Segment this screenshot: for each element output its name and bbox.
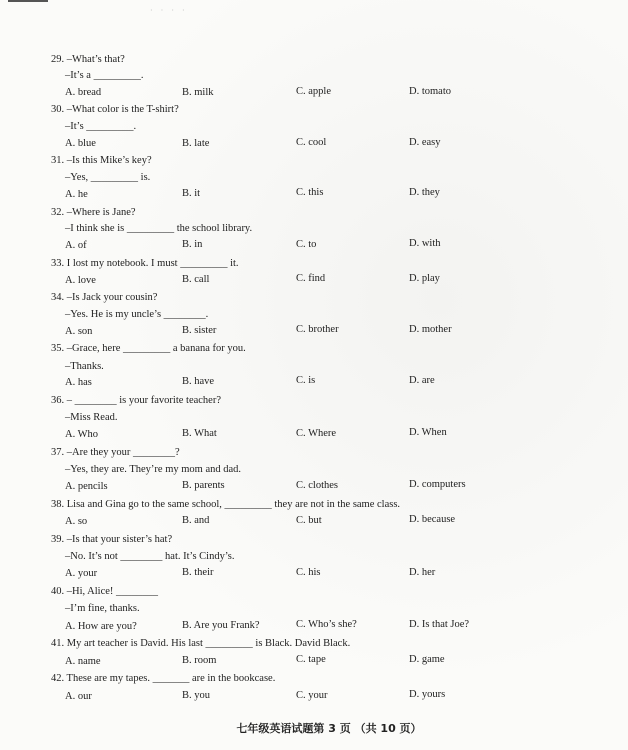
option-c: C. but: [296, 515, 322, 526]
option-b: B. in: [182, 239, 203, 250]
option-d: D. they: [409, 187, 440, 198]
option-c: C. his: [296, 567, 321, 578]
question-reply: –It’s _________.: [65, 121, 137, 132]
question-reply: –I’m fine, thanks.: [65, 603, 140, 614]
option-b: B. and: [182, 515, 210, 526]
option-a: A. he: [65, 189, 88, 200]
option-a: A. your: [65, 568, 98, 579]
option-d: D. computers: [409, 479, 466, 490]
option-a: A. How are you?: [65, 621, 137, 632]
option-c: C. apple: [296, 86, 331, 97]
option-b: B. milk: [182, 87, 214, 98]
option-b: B. sister: [182, 325, 217, 336]
question-text: 30. –What color is the T-shirt?: [51, 104, 179, 115]
option-d: D. because: [409, 514, 456, 525]
question-reply: –It’s a _________.: [65, 70, 144, 81]
option-b: B. What: [182, 428, 217, 439]
option-b: B. parents: [182, 480, 225, 491]
option-c: C. your: [296, 690, 328, 701]
question-text: 32. –Where is Jane?: [51, 207, 136, 218]
option-d: D. When: [409, 427, 447, 438]
option-a: A. bread: [65, 87, 102, 98]
question-reply: –Yes, _________ is.: [65, 172, 151, 183]
question-text: 37. –Are they your ________?: [51, 447, 180, 458]
option-a: A. of: [65, 240, 87, 251]
option-a: A. pencils: [65, 481, 108, 492]
page-footer: 七年级英语试题第 3 页 （共 10 页）: [236, 722, 422, 735]
option-a: A. blue: [65, 138, 96, 149]
option-a: A. name: [65, 656, 101, 667]
question-text: 39. –Is that your sister’s hat?: [51, 534, 173, 545]
option-c: C. clothes: [296, 480, 338, 491]
option-a: A. love: [65, 275, 96, 286]
question-reply: –Thanks.: [65, 361, 104, 372]
option-a: A. son: [65, 326, 93, 337]
question-reply: –No. It’s not ________ hat. It’s Cindy’s.: [65, 551, 235, 562]
option-a: A. has: [65, 377, 92, 388]
top-rule: [8, 0, 48, 2]
option-b: B. their: [182, 567, 214, 578]
option-d: D. yours: [409, 689, 446, 700]
option-d: D. her: [409, 567, 436, 578]
option-d: D. with: [409, 238, 441, 249]
option-b: B. you: [182, 690, 211, 701]
question-reply: –I think she is _________ the school library.: [65, 223, 253, 234]
question-text: 38. Lisa and Gina go to the same school, _________ they are not in the same class.: [51, 499, 401, 510]
option-d: D. play: [409, 273, 440, 284]
option-b: B. Are you Frank?: [182, 620, 260, 631]
question-text: 29. –What’s that?: [51, 54, 125, 65]
question-text: 36. – ________ is your favorite teacher?: [51, 395, 221, 406]
question-text: 35. –Grace, here _________ a banana for you.: [51, 343, 246, 354]
question-text: 34. –Is Jack your cousin?: [51, 292, 158, 303]
option-c: C. find: [296, 273, 326, 284]
question-reply: –Yes. He is my uncle’s ________.: [65, 309, 209, 320]
question-reply: –Miss Read.: [65, 412, 118, 423]
question-text: 41. My art teacher is David. His last _________ is Black. David Black.: [51, 638, 351, 649]
option-b: B. room: [182, 655, 217, 666]
question-text: 42. These are my tapes. _______ are in the bookcase.: [51, 673, 276, 684]
option-d: D. mother: [409, 324, 452, 335]
faint-header-mark: · · · ·: [150, 6, 188, 15]
question-text: 40. –Hi, Alice! ________: [51, 586, 159, 597]
option-b: B. it: [182, 188, 201, 199]
option-d: D. game: [409, 654, 445, 665]
option-c: C. is: [296, 375, 316, 386]
option-c: C. cool: [296, 137, 327, 148]
option-b: B. call: [182, 274, 210, 285]
option-d: D. are: [409, 375, 435, 386]
option-c: C. brother: [296, 324, 339, 335]
option-d: D. Is that Joe?: [409, 619, 470, 630]
option-c: C. this: [296, 187, 324, 198]
question-text: 33. I lost my notebook. I must _________ it.: [51, 258, 239, 269]
option-c: C. to: [296, 239, 317, 250]
option-d: D. easy: [409, 137, 441, 148]
option-c: C. Where: [296, 428, 337, 439]
option-b: B. late: [182, 138, 210, 149]
question-text: 31. –Is this Mike’s key?: [51, 155, 152, 166]
option-a: A. Who: [65, 429, 99, 440]
question-reply: –Yes, they are. They’re my mom and dad.: [65, 464, 242, 475]
option-b: B. have: [182, 376, 215, 387]
option-a: A. so: [65, 516, 88, 527]
option-c: C. Who’s she?: [296, 619, 357, 630]
option-a: A. our: [65, 691, 92, 702]
option-c: C. tape: [296, 654, 326, 665]
option-d: D. tomato: [409, 86, 451, 97]
